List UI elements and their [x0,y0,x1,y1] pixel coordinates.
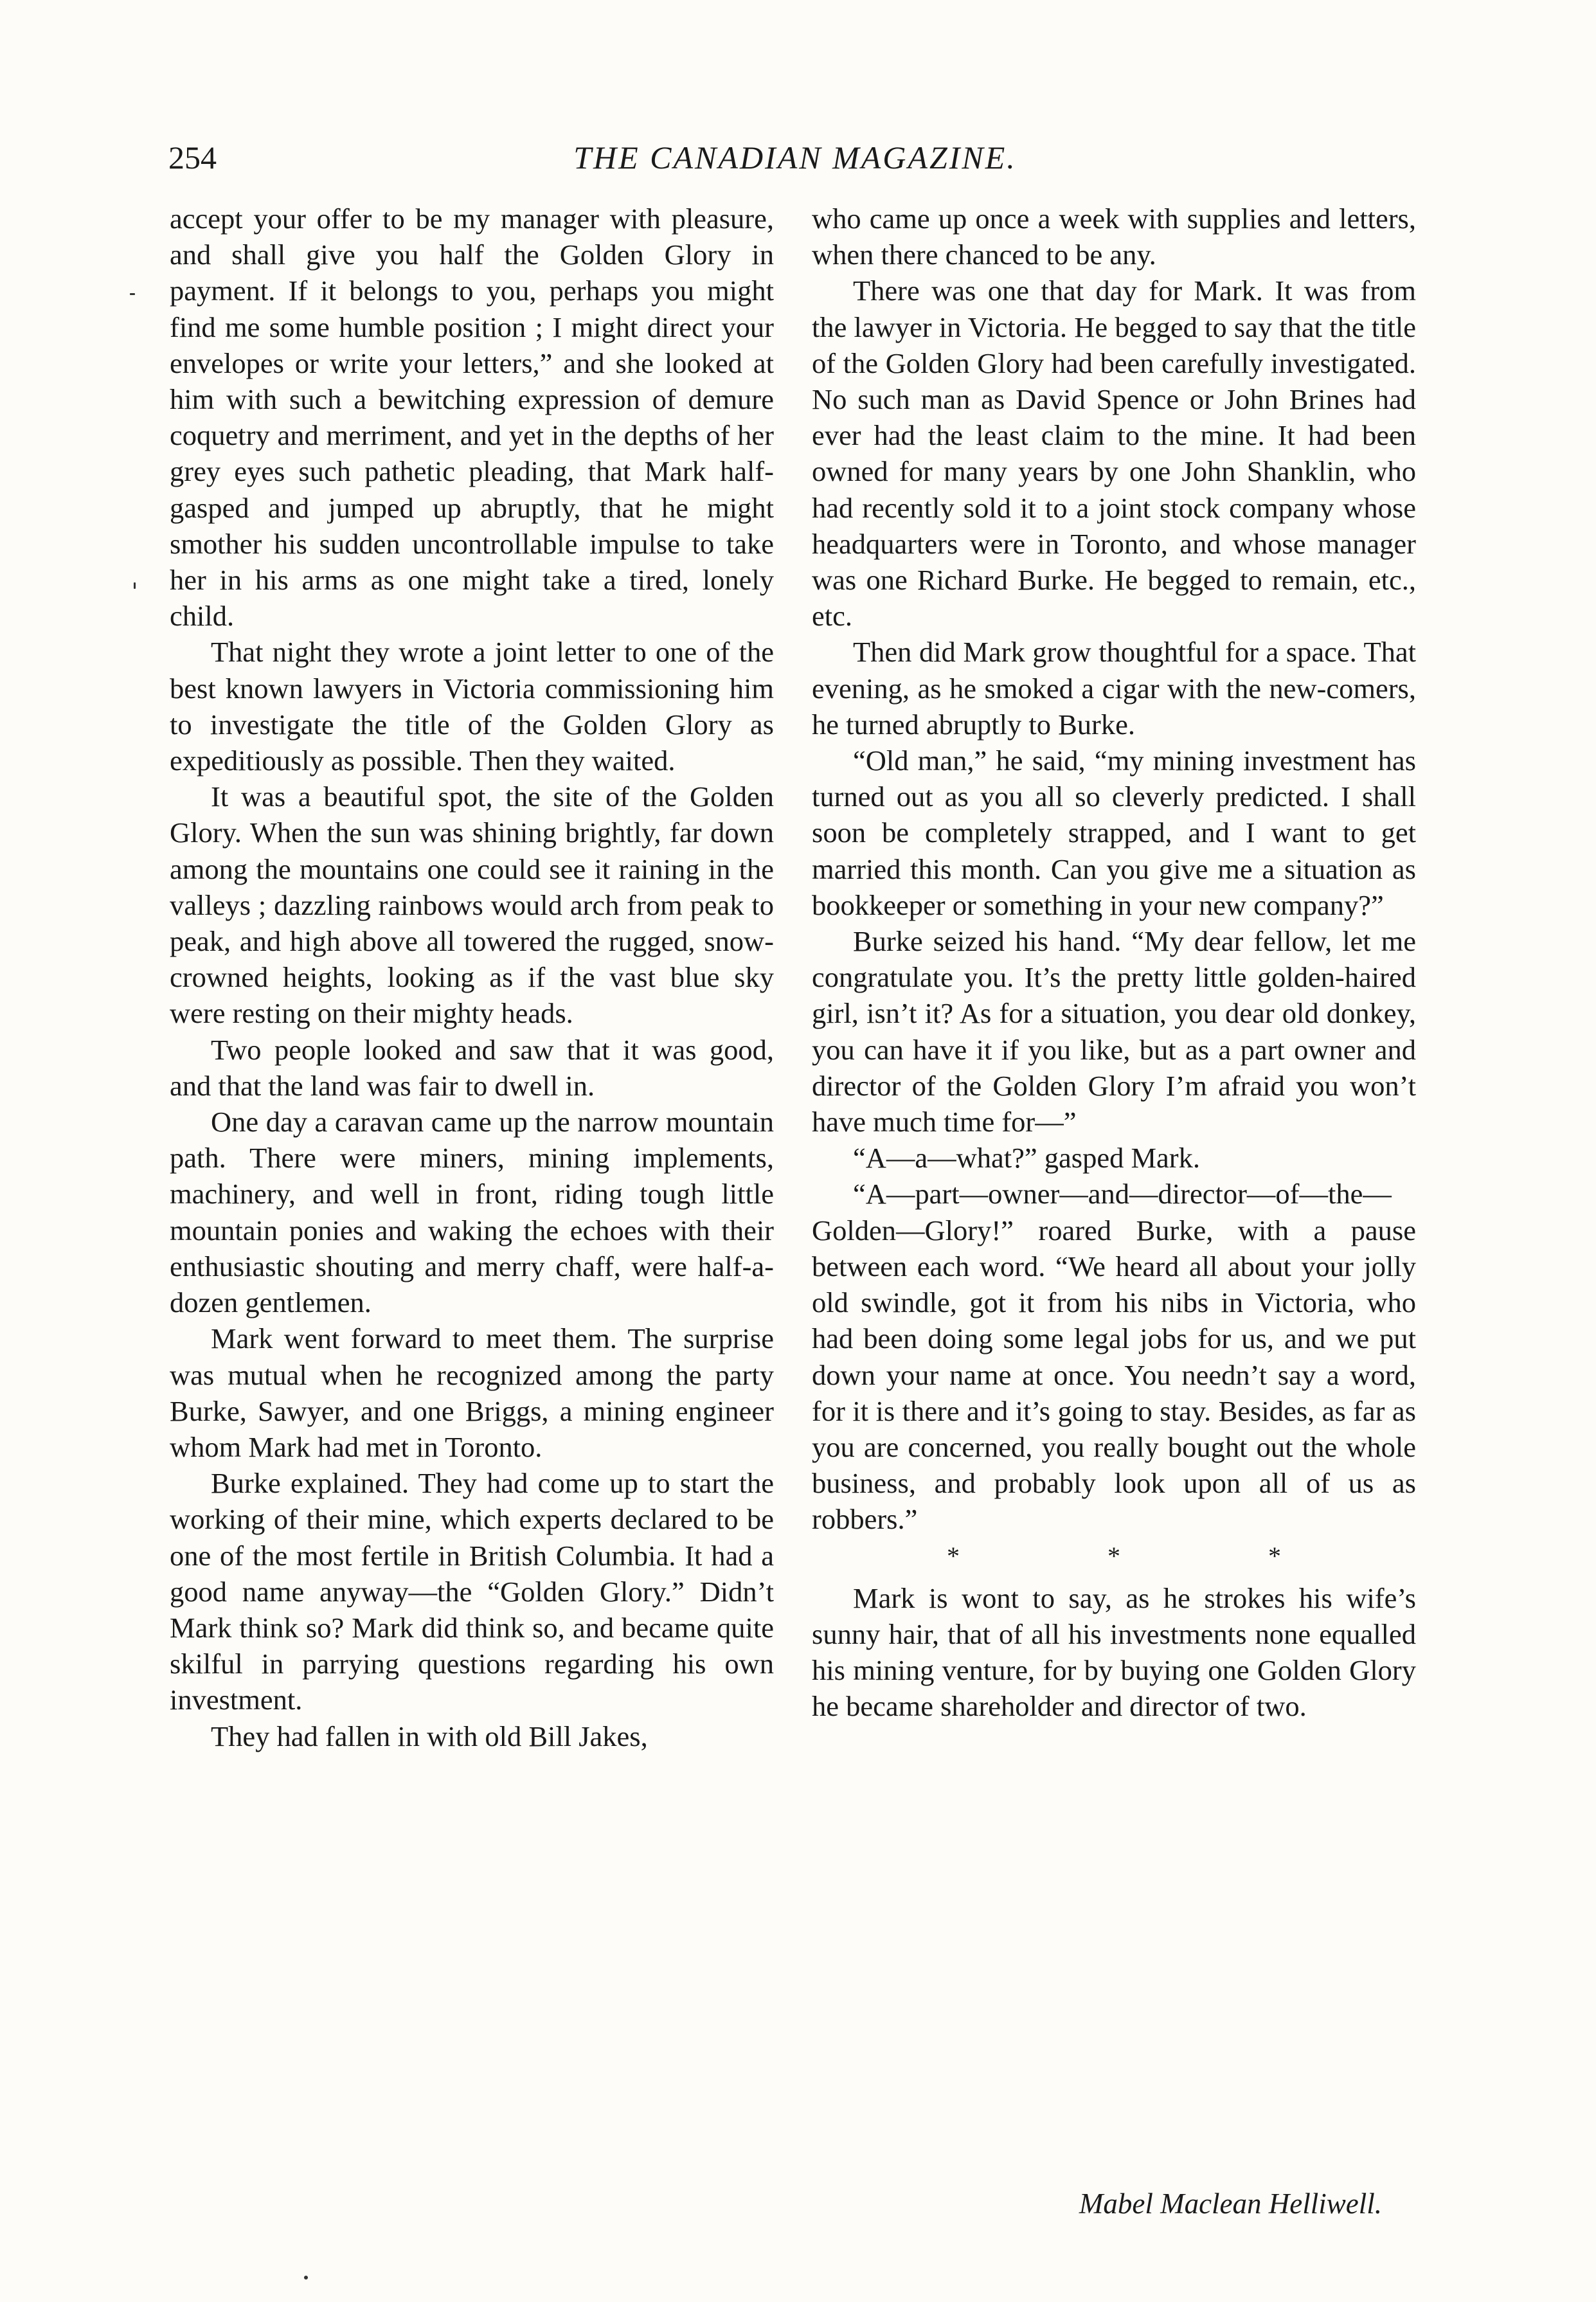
right-column [812,201,1416,1724]
paragraph: They had fallen in with old Bill Jakes, [211,1720,648,1752]
paragraph: Burke explained. They had come up to start the working of their mine, which experts declared to be one of the most fertile in British Columbia. It had a good name anyway—the “Golden Glory.” Didn’t Mark think so? Mark did think so, and became quite skilful in parrying questions regarding his own investment. [170,1467,774,1716]
paragraph: Two people looked and saw that it was good, and that the land was fair to dwell in. [170,1033,774,1102]
paragraph: Burke seized his hand. “My dear fellow, let me congratulate you. It’s the pretty little golden-haired girl, isn’t it? As for a situation, you dear old donkey, you can have it if you like, but as a part owner and director of the Golden Glory I’m afraid you won’t have much time for—” [812,925,1416,1138]
paragraph: There was one that day for Mark. It was from the lawyer in Victoria. He begged to say that the title of the Golden Glory had been carefully investigated. No such man as David Spence or John Brines had ever had the least claim to the mine. It had been owned for many years by one John Shanklin, who had recently sold it to a joint stock company whose headquarters were in Toronto, and whose manager was one Richard Burke. He begged to remain, etc., etc. [812,274,1416,633]
paragraph: “A—part—owner—and—director—of—the—Golden—Glory!” roared Burke, with a pause between each word. “We heard all about your jolly old swindle, got it from his nibs in Victoria, who had been doing some legal jobs for us, and we put down your name at once. You needn’t say a word, for it is there and it’s going to stay. Besides, as far as you are concerned, you really bought out the whole business, and probably look upon all of us as robbers.” [812,1178,1416,1536]
author-signature: Mabel Maclean Helliwell. [1079,2188,1382,2220]
margin-mark [134,582,136,589]
paragraph: Then did Mark grow thoughtful for a space. That evening, as he smoked a cigar with the new-comers, he turned abruptly to Burke. [812,636,1416,741]
paragraph: One day a caravan came up the narrow mountain path. There were miners, mining implements, machinery, and well in front, riding tough little mountain ponies and waking the echoes with their enthusiastic shouting and merry chaff, were half-a-dozen gentlemen. [170,1106,774,1319]
left-column [170,201,774,1754]
paragraph: It was a beautiful spot, the site of the Golden Glory. When the sun was shining brightly, far down among the mountains one could see it raining in the valleys ; dazzling rainbows would arch from peak to peak, and high above all towered the rugged, snow-crowned heights, looking as if the vast blue sky were resting on their mighty heads. [170,780,774,1030]
paragraph: accept your offer to be my manager with pleasure, and shall give you half the Golden Glory in payment. If it belongs to you, perhaps you might find me some humble position ; I might direct your envelopes or write your letters,” and she looked at him with such a bewitching expression of demure coquetry and merriment, and yet in the depths of her grey eyes such pathetic pleading, that Mark half-gasped and jumped up abruptly, that he might smother his sudden uncontrollable impulse to take her in his arms as one might take a tired, lonely child. [170,202,774,633]
paragraph: who came up once a week with supplies and letters, when there chanced to be any. [812,202,1416,271]
closing-paragraph: Mark is wont to say, as he strokes his wife’s sunny hair, that of all his investments none equalled his mining venture, for by buying one Golden Glory he became shareholder and director of two. [812,1581,1416,1723]
page-header [168,132,1422,183]
paragraph: Mark went forward to meet them. The surprise was mutual when he recognized among the party Burke, Sawyer, and one Briggs, a mining engineer whom Mark had met in Toronto. [170,1322,774,1463]
running-title: THE CANADIAN MAGAZINE. [573,139,1017,175]
paragraph: “A—a—what?” gasped Mark. [853,1142,1200,1174]
section-break: * * * [947,1541,1352,1570]
paragraph: “Old man,” he said, “my mining investment has turned out as you all so cleverly predicted. I shall soon be completely strapped, and I want to get married this month. Can you give me a situation as bookkeeper or something in your new company?” [812,744,1416,921]
paragraph: That night they wrote a joint letter to one of the best known lawyers in Victoria commissioning him to investigate the title of the Golden Glory as expeditiously as possible. Then they waited. [170,636,774,777]
margin-mark [130,293,135,295]
page-number: 254 [168,139,217,175]
margin-mark [304,2276,308,2280]
